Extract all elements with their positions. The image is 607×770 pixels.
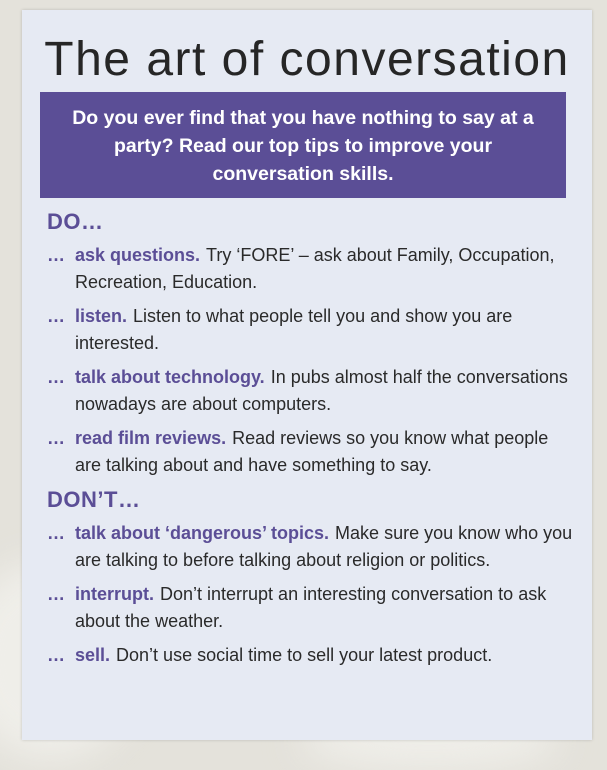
dont-item xyxy=(47,642,577,669)
dont-heading: DON’T… xyxy=(47,487,141,512)
intro-banner xyxy=(40,92,566,198)
tip-lead: ask questions. xyxy=(75,245,201,265)
tip-text: Don’t interrupt an interesting conversation to ask about the weather. xyxy=(75,584,547,631)
ellipsis-marker: … xyxy=(47,645,65,665)
tip-lead: talk about technology. xyxy=(75,367,265,387)
do-heading: DO… xyxy=(47,209,104,234)
dont-item xyxy=(47,520,577,574)
ellipsis-marker: … xyxy=(47,584,65,604)
ellipsis-marker: … xyxy=(47,428,65,448)
tip-lead: talk about ‘dangerous’ topics. xyxy=(75,523,330,543)
dont-item xyxy=(47,581,577,635)
article-title: The art of conversation xyxy=(44,33,570,86)
tips-content xyxy=(47,208,577,676)
ellipsis-marker: … xyxy=(47,523,65,543)
do-item xyxy=(47,303,577,357)
tip-lead: sell. xyxy=(75,645,111,665)
tip-text: In pubs almost half the conversations nowadays are about computers. xyxy=(75,367,568,414)
ellipsis-marker: … xyxy=(47,245,65,265)
ellipsis-marker: … xyxy=(47,367,65,387)
do-item xyxy=(47,425,577,479)
intro-text: Do you ever find that you have nothing to say at a party? Read our top tips to improve your conversation skills. xyxy=(72,107,534,185)
tip-text: Don’t use social time to sell your latest product. xyxy=(116,645,493,665)
tip-text: Make sure you know who you are talking to before talking about religion or politics. xyxy=(75,523,573,570)
do-item xyxy=(47,242,577,296)
tip-text: Try ‘FORE’ – ask about Family, Occupation, Recreation, Education. xyxy=(75,245,555,292)
tip-lead: interrupt. xyxy=(75,584,154,604)
do-item xyxy=(47,364,577,418)
tip-text: Read reviews so you know what people are talking about and have something to say. xyxy=(75,428,549,475)
ellipsis-marker: … xyxy=(47,306,65,326)
tip-text: Listen to what people tell you and show you are interested. xyxy=(75,306,513,353)
tip-lead: read film reviews. xyxy=(75,428,227,448)
article-card xyxy=(22,10,592,740)
tip-lead: listen. xyxy=(75,306,128,326)
